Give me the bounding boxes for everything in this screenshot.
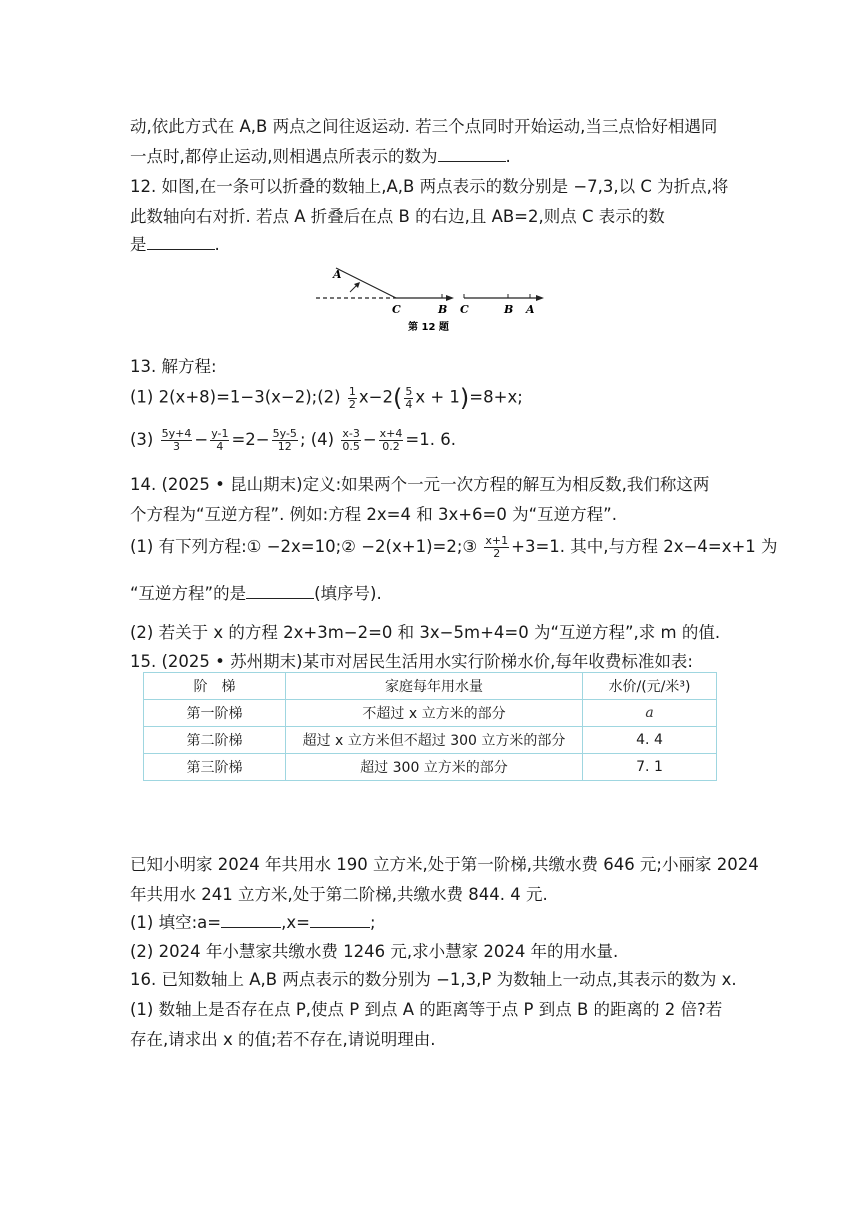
question-15-line: (2) 2024 年小慧家共缴水费 1246 元,求小慧家 2024 年的用水量. (130, 942, 619, 961)
axis-arrow (446, 295, 454, 301)
table-header: 阶 梯 (144, 673, 286, 700)
table-row (144, 700, 717, 727)
answer-blank-a[interactable] (221, 913, 281, 928)
fraction: $\frac{5y+4}{3}$ (161, 427, 192, 453)
text: x + 1 (415, 387, 460, 407)
question-13-line (130, 384, 523, 412)
text: 一点时,都停止运动,则相遇点所表示的数为 (130, 147, 438, 166)
table-cell: 7. 1 (583, 754, 717, 781)
text: 是 (130, 235, 147, 254)
text: ; (4) (299, 430, 340, 449)
text: (1) 2(x+8)=1−3(x−2);(2) (130, 387, 346, 407)
text: − (362, 430, 377, 449)
text: +3=1. 其中,与方程 2x−4=x+1 为 (511, 537, 778, 556)
water-price-table (143, 672, 717, 781)
label-c: C (392, 303, 401, 316)
label-a: A (526, 303, 535, 316)
fraction: $\frac{5y-5}{12}$ (272, 427, 297, 453)
table-cell: 第二阶梯 (144, 727, 286, 754)
paren: ) (459, 384, 470, 412)
question-15-line: 15. (2025 • 苏州期末)某市对居民生活用水实行阶梯水价,每年收费标准如表: (130, 652, 693, 671)
text: (1) 有下列方程:① −2x=10;② −2(x+1)=2;③ (130, 537, 483, 556)
table-row (144, 754, 717, 781)
fraction: $\frac{y-1}{4}$ (211, 427, 229, 453)
table-cell: 超过 300 立方米的部分 (286, 754, 583, 781)
text-line: 动,依此方式在 A,B 两点之间往返运动. 若三个点同时开始运动,当三点恰好相遇同 (130, 117, 718, 136)
question-12-line: 此数轴向右对折. 若点 A 折叠后在点 B 的右边,且 AB=2,则点 C 表示的数 (130, 207, 665, 226)
paren: ( (392, 384, 403, 412)
fraction: $\frac{x-3}{0.5}$ (342, 427, 360, 453)
figure-caption: 第 12 题 (408, 322, 449, 333)
answer-blank[interactable] (438, 147, 506, 162)
table-cell: a (583, 700, 717, 727)
question-14-line: 14. (2025 • 昆山期末)定义:如果两个一元一次方程的解互为相反数,我们称这两 (130, 475, 710, 494)
question-13-line: (3) $\frac{5y+4}{3}$ − $\frac{y-1}{4}$ =2− $\frac{5y-5}{12}$ ; (4) $\frac{x-3}{0.5}$ − $\frac{x+4}{0.2}$ =1. 6. (130, 427, 456, 453)
question-12-line: 12. 如图,在一条可以折叠的数轴上,A,B 两点表示的数分别是 −7,3,以 C 为折点,将 (130, 177, 729, 196)
question-15-line (130, 909, 376, 933)
text: (填序号). (314, 584, 382, 603)
text: =8+x; (469, 387, 523, 407)
text: (3) (130, 430, 159, 449)
text: =1. 6. (405, 430, 456, 449)
table-cell: 4. 4 (583, 727, 717, 754)
axis-arrow (536, 295, 544, 301)
question-15-line: 已知小明家 2024 年共用水 190 立方米,处于第一阶梯,共缴水费 646 元;小丽家 2024 (130, 855, 759, 874)
text: (1) 填空:a= (130, 913, 222, 932)
answer-blank-x[interactable] (310, 913, 370, 928)
table-cell: 第三阶梯 (144, 754, 286, 781)
table-row (144, 727, 717, 754)
question-15-line: 年共用水 241 立方米,处于第二阶梯,共缴水费 844. 4 元. (130, 885, 548, 904)
text: “互逆方程”的是 (130, 584, 247, 603)
table-header: 水价/(元/米³) (583, 673, 717, 700)
question-14-line: (2) 若关于 x 的方程 2x+3m−2=0 和 3x−5m+4=0 为“互逆方程”,求 m 的值. (130, 623, 721, 642)
answer-blank[interactable] (147, 235, 215, 250)
number-line-figure (308, 258, 553, 338)
table-header-row (144, 673, 717, 700)
label-a: A (333, 268, 342, 281)
label-c: C (460, 303, 469, 316)
text: ; (369, 913, 376, 932)
fraction: $\frac{x+1}{2}$ (485, 534, 509, 560)
question-14-line (130, 580, 382, 604)
question-13-line: 13. 解方程: (130, 357, 217, 376)
fraction: $\frac{1}{2}$ (348, 384, 356, 411)
table-header: 家庭每年用水量 (286, 673, 583, 700)
question-14-line (130, 533, 778, 560)
label-b: B (438, 303, 448, 316)
text: . (505, 147, 511, 166)
table-cell: 不超过 x 立方米的部分 (286, 700, 583, 727)
text: ,x= (281, 913, 310, 932)
table-cell: 超过 x 立方米但不超过 300 立方米的部分 (286, 727, 583, 754)
fraction: $\frac{x+4}{0.2}$ (379, 427, 403, 453)
question-12-line (130, 231, 220, 255)
question-16-line: (1) 数轴上是否存在点 P,使点 P 到点 A 的距离等于点 P 到点 B 的距离的 2 倍?若 (130, 1000, 723, 1019)
text: . (214, 235, 220, 254)
fraction: $\frac{5}{4}$ (405, 384, 413, 411)
text-line (130, 143, 511, 167)
text: =2− (231, 430, 270, 449)
question-16-line: 存在,请求出 x 的值;若不存在,请说明理由. (130, 1030, 436, 1049)
folded-segment (336, 268, 396, 298)
answer-blank[interactable] (246, 584, 314, 599)
question-14-line: 个方程为“互逆方程”. 例如:方程 2x=4 和 3x+6=0 为“互逆方程”. (130, 505, 617, 524)
table-cell: 第一阶梯 (144, 700, 286, 727)
label-b: B (504, 303, 514, 316)
question-16-line: 16. 已知数轴上 A,B 两点表示的数分别为 −1,3,P 为数轴上一动点,其表示的数为 x. (130, 970, 737, 989)
text: x−2 (358, 387, 393, 407)
